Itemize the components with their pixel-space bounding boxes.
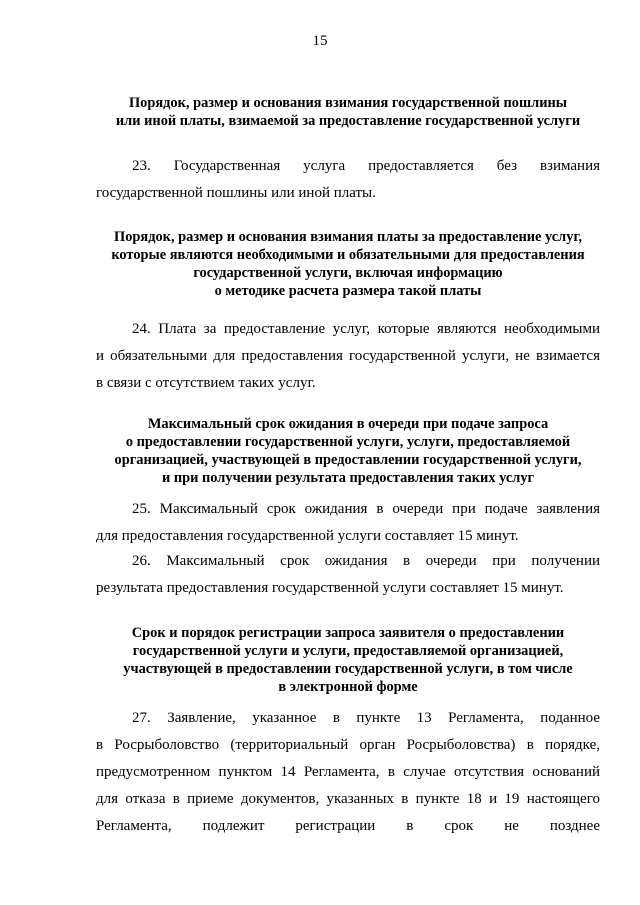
heading-line: участвующей в предоставлении государственной услуги, в том числе: [123, 661, 573, 677]
section-heading-request-registration: [92, 624, 604, 696]
heading-line: Порядок, размер и основания взимания платы за предоставление услуг,: [114, 229, 582, 245]
heading-line: и при получении результата предоставления таких услуг: [161, 470, 535, 486]
paragraph-25: [96, 496, 600, 550]
heading-line: Максимальный срок ожидания в очереди при подаче запроса: [147, 416, 549, 432]
heading-line: Срок и порядок регистрации запроса заявителя о предоставлении: [131, 625, 565, 641]
heading-line: в электронной форме: [278, 679, 418, 695]
section-heading-fee-for-required-services: [92, 228, 604, 300]
paragraph-line: Регламента, подлежит регистрации в срок не позднее: [96, 818, 600, 834]
paragraph-line: государственной пошлины или иной платы.: [96, 185, 376, 201]
paragraph-line: предусмотренном пунктом 14 Регламента, в случае отсутствия оснований: [96, 764, 600, 780]
paragraph-line: 26. Максимальный срок ожидания в очереди при получении: [132, 553, 600, 569]
paragraph-line: 24. Плата за предоставление услуг, которые являются необходимыми: [132, 321, 600, 337]
section-heading-fee-for-state-service: [92, 94, 604, 130]
heading-line: Порядок, размер и основания взимания государственной пошлины: [128, 95, 568, 111]
paragraph-line: результата предоставления государственной услуги составляет 15 минут.: [96, 580, 564, 596]
paragraph-line: для предоставления государственной услуги составляет 15 минут.: [96, 528, 519, 544]
page-number: 15: [312, 33, 328, 49]
paragraph-line: и обязательными для предоставления государственной услуги, не взимается: [96, 348, 600, 364]
paragraph-26: [96, 548, 600, 602]
paragraph-27: [96, 705, 600, 840]
paragraph-24: [96, 316, 600, 397]
paragraph-line: в Росрыболовство (территориальный орган Росрыболовства) в порядке,: [96, 737, 600, 753]
heading-line: государственной услуги и услуги, предоставляемой организацией,: [132, 643, 564, 659]
paragraph-line: в связи с отсутствием таких услуг.: [96, 375, 316, 391]
paragraph-23: [96, 153, 600, 207]
heading-line: которые являются необходимыми и обязательными для предоставления: [111, 247, 585, 263]
paragraph-line: для отказа в приеме документов, указанных в пункте 18 и 19 настоящего: [96, 791, 600, 807]
heading-line: о предоставлении государственной услуги, услуги, предоставляемой: [125, 434, 571, 450]
paragraph-line: 27. Заявление, указанное в пункте 13 Регламента, поданное: [132, 710, 600, 726]
heading-line: или иной платы, взимаемой за предоставление государственной услуги: [115, 113, 581, 129]
paragraph-line: 23. Государственная услуга предоставляется без взимания: [132, 158, 600, 174]
heading-line: организацией, участвующей в предоставлении государственной услуги,: [114, 452, 582, 468]
heading-line: о методике расчета размера такой платы: [214, 283, 482, 299]
section-heading-max-queue-time: [92, 415, 604, 487]
paragraph-line: 25. Максимальный срок ожидания в очереди при подаче заявления: [132, 501, 600, 517]
heading-line: государственной услуги, включая информацию: [193, 265, 503, 281]
